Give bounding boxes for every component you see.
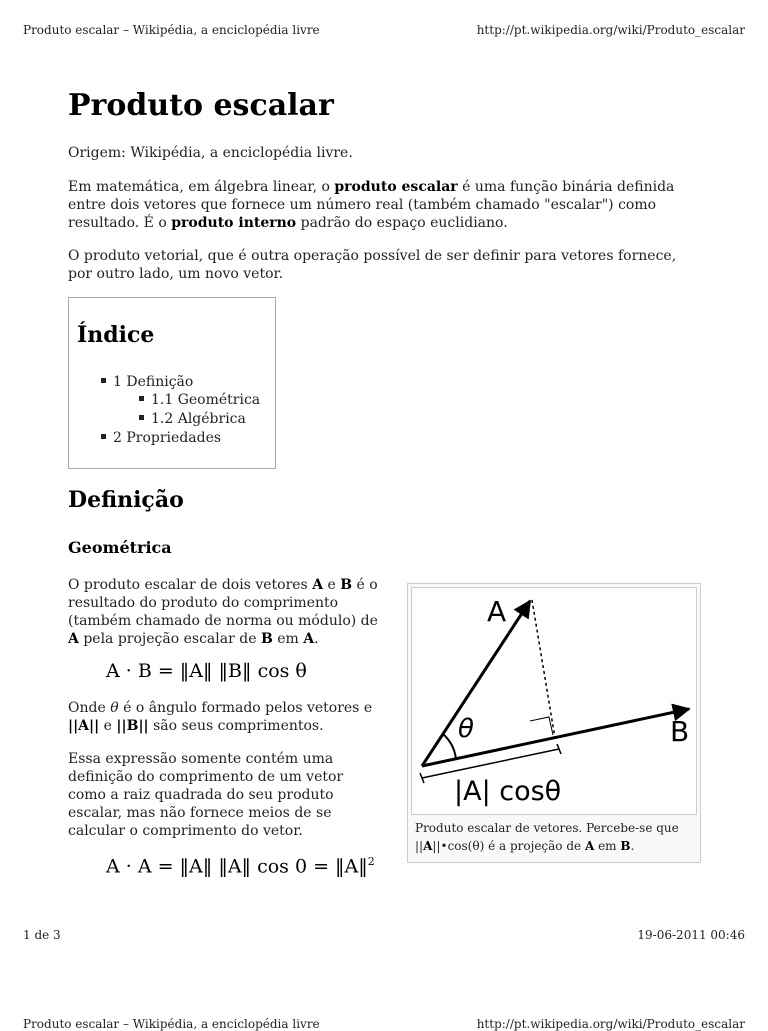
next-page-header-title: Produto escalar – Wikipédia, a enciclopédia livre [23, 1017, 320, 1031]
vector-diagram [412, 588, 698, 816]
figure-caption: Produto escalar de vetores. Percebe-se que ||A||•cos(θ) é a projeção de A em B. [415, 821, 679, 853]
term-produto-escalar: produto escalar [334, 179, 458, 195]
origin-note: Origem: Wikipédia, a enciclopédia livre. [68, 145, 353, 161]
bullet-icon [139, 415, 144, 420]
formula-self-dot-product: A · A = ‖A‖ ‖A‖ cos 0 = ‖A‖$^2$ [106, 855, 375, 878]
vector-a-line [422, 601, 530, 766]
projection-measure-line [422, 749, 559, 778]
toc-item-geometrica[interactable]: 1.1 Geométrica [139, 391, 260, 409]
table-of-contents [68, 297, 276, 469]
toc-item-definicao[interactable]: 1 Definição [101, 373, 193, 391]
formula-dot-product: A · B = ‖A‖ ‖B‖ cos θ [106, 660, 307, 682]
toc-item-algebrica[interactable]: 1.2 Algébrica [139, 410, 246, 428]
vetorial-paragraph: O produto vetorial, que é outra operação possível de ser definir para vetores fornece, por outro lado, um novo vetor. [68, 248, 677, 282]
figure-image[interactable] [411, 587, 697, 815]
label-b: B [670, 715, 690, 748]
geometrica-paragraph-3: Essa expressão somente contém uma definição do comprimento de um vetor como a raiz quadrada do seu produto escalar, mas não fornece meios de se calcular o comprimento do vetor. [68, 751, 344, 839]
bullet-icon [139, 396, 144, 401]
subsection-heading-geometrica: Geométrica [68, 538, 172, 557]
bullet-icon [101, 378, 106, 383]
page-title: Produto escalar [68, 88, 334, 123]
intro-paragraph: Em matemática, em álgebra linear, o produto escalar é uma função binária definida entre dois vetores que fornece um número real (também chamado "escalar") como resultado. É o produto interno padrão do espaço euclidiano. [68, 179, 675, 231]
toc-item-propriedades[interactable]: 2 Propriedades [101, 429, 221, 447]
projection-dotted-line [532, 600, 555, 738]
label-projection: |A| cosθ [454, 776, 562, 807]
geometrica-paragraph-1: O produto escalar de dois vetores A e B é o resultado do produto do comprimento (também chamado de norma ou módulo) de A pela projeção escalar de B em A. [68, 577, 378, 647]
angle-arc [443, 734, 456, 759]
print-footer-timestamp: 19-06-2011 00:46 [637, 928, 745, 942]
figure-dot-product [407, 583, 701, 863]
label-theta: θ [458, 714, 474, 744]
toc-title: Índice [77, 322, 155, 348]
right-angle-mark [530, 717, 553, 735]
print-footer-page: 1 de 3 [23, 928, 61, 942]
print-header-url[interactable]: http://pt.wikipedia.org/wiki/Produto_escalar [476, 23, 745, 37]
next-page-header-url[interactable]: http://pt.wikipedia.org/wiki/Produto_escalar [476, 1017, 745, 1031]
geometrica-paragraph-2: Onde θ é o ângulo formado pelos vetores e ||A|| e ||B|| são seus comprimentos. [68, 700, 373, 734]
link-produto-interno[interactable]: produto interno [171, 215, 297, 231]
section-heading-definicao: Definição [68, 487, 184, 513]
bullet-icon [101, 434, 106, 439]
label-a: A [487, 595, 507, 628]
print-header-title: Produto escalar – Wikipédia, a enciclopédia livre [23, 23, 320, 37]
